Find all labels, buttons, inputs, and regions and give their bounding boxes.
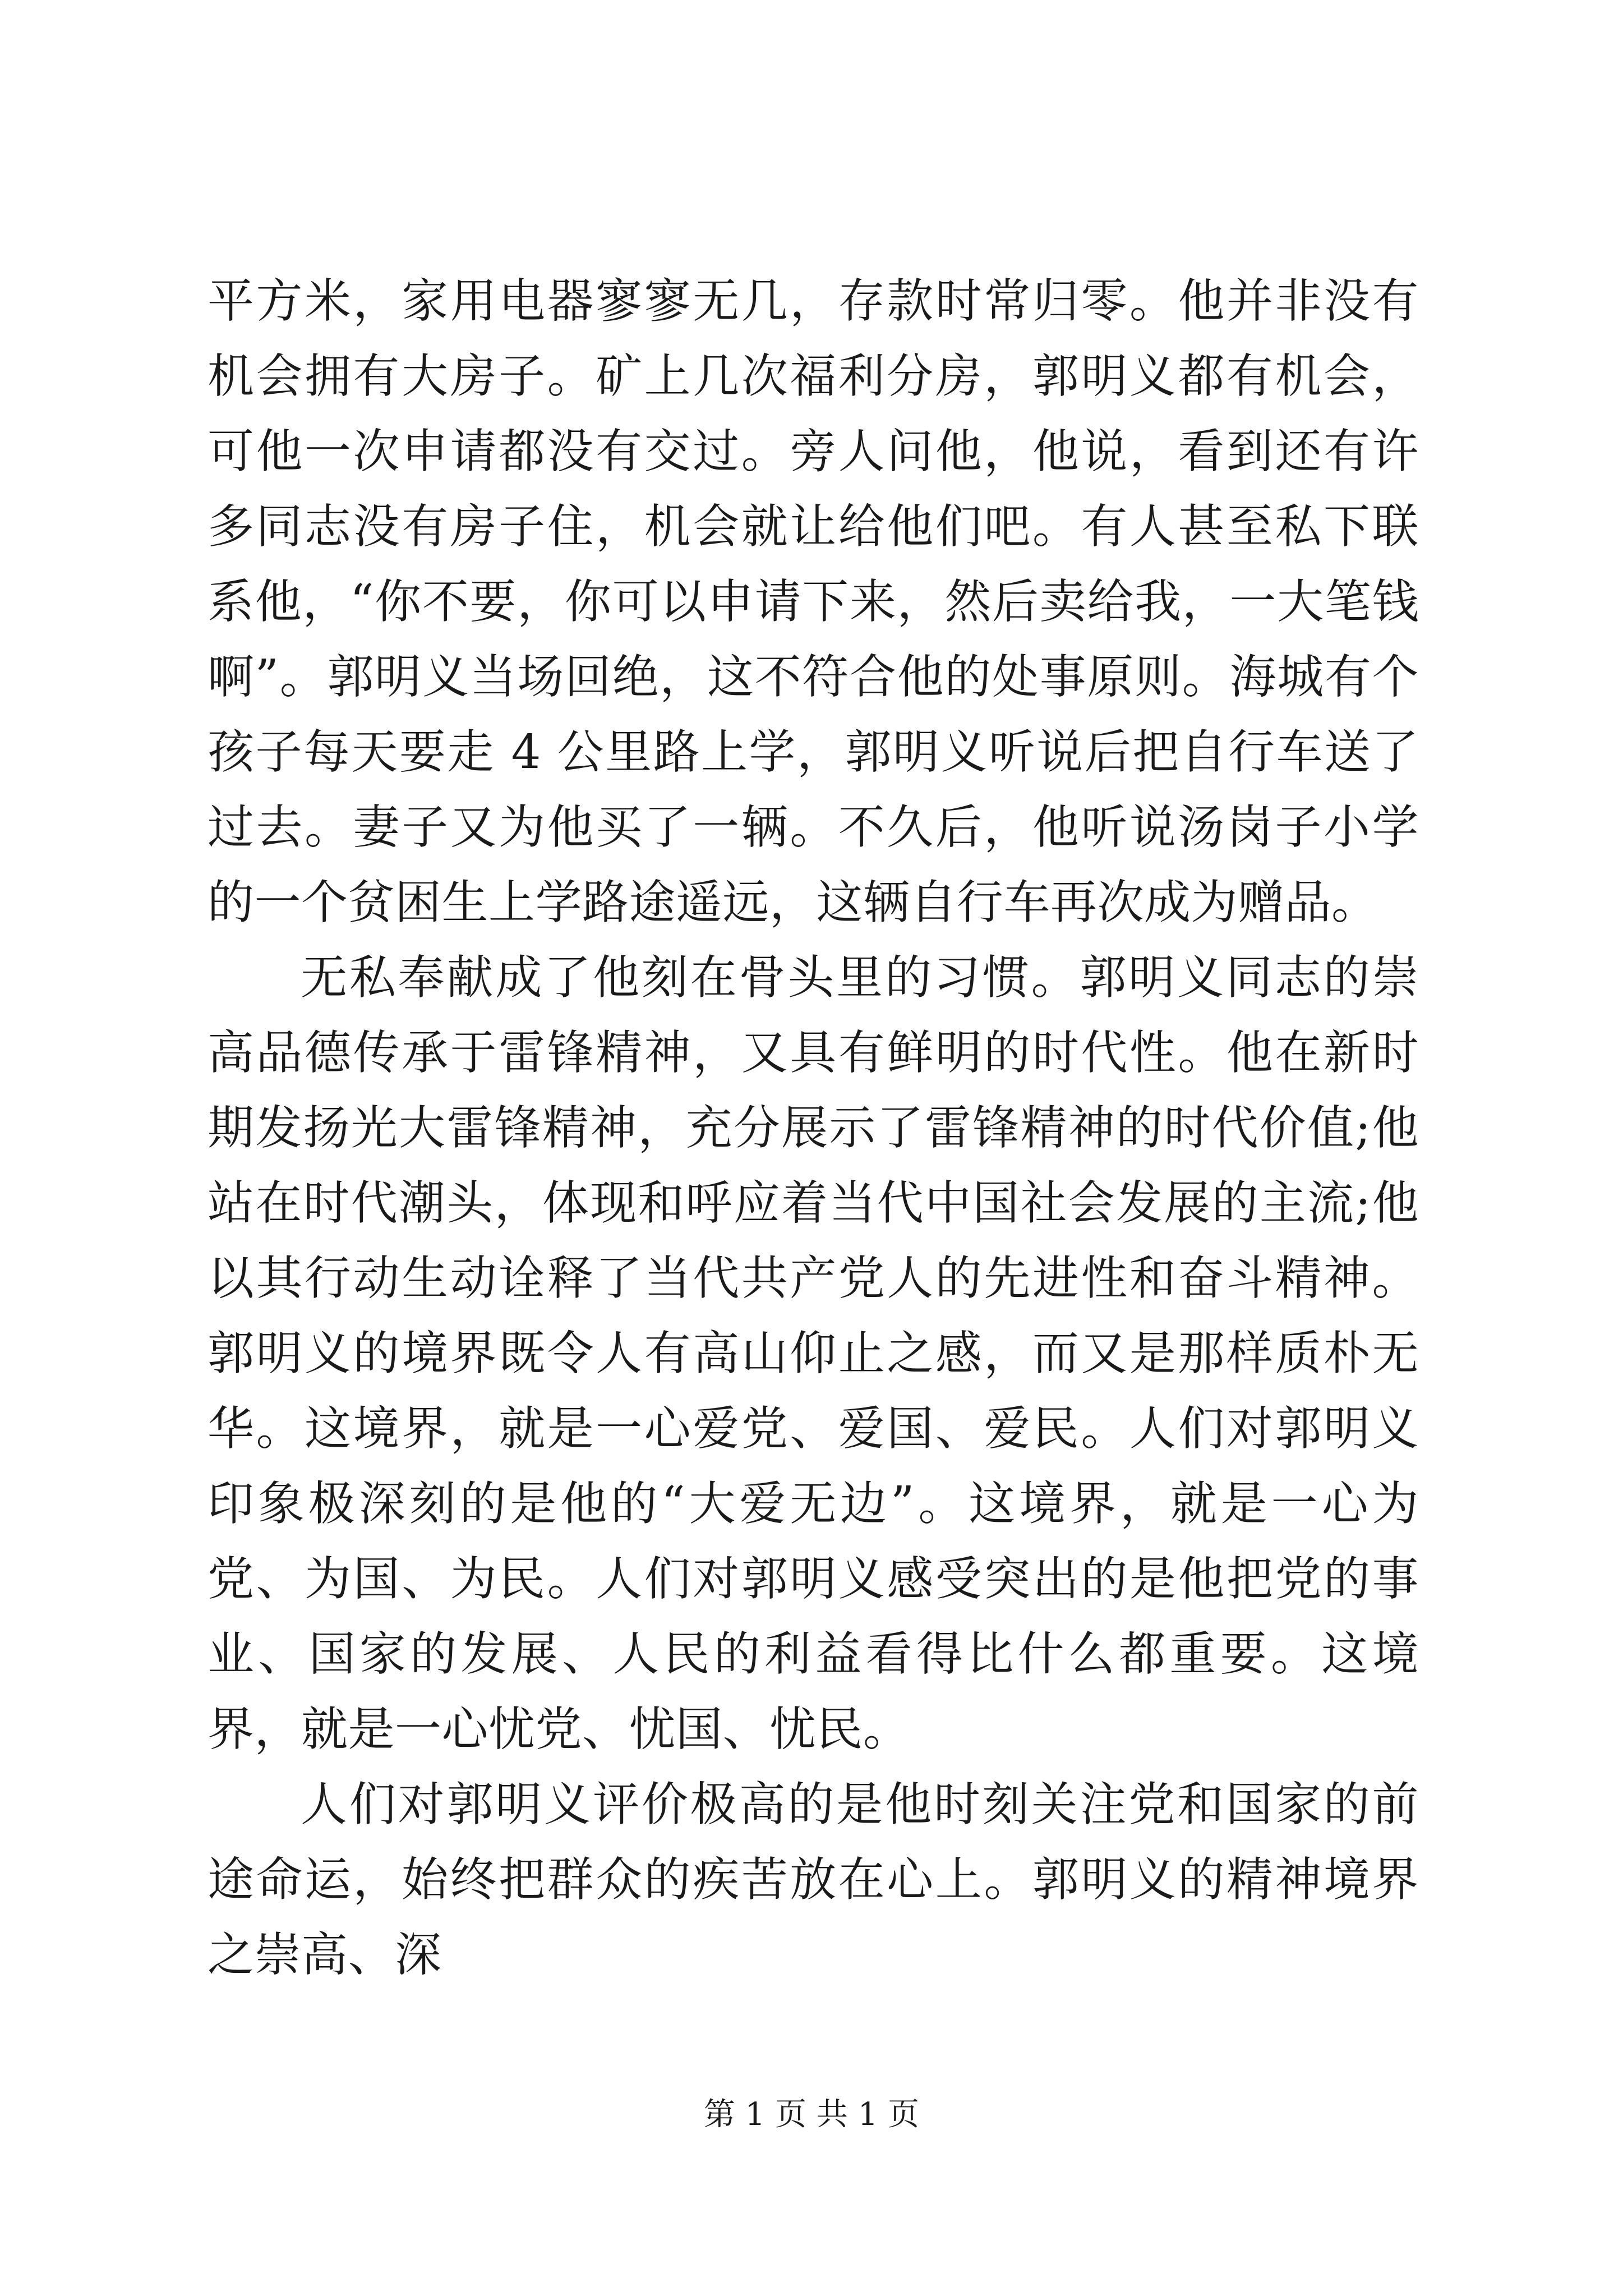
document-body: [208, 264, 1419, 1993]
paragraph-1: 平方米，家用电器寥寥无几，存款时常归零。他并非没有机会拥有大房子。矿上几次福利分房，郭明义都有机会，可他一次申请都没有交过。旁人问他，他说，看到还有许多同志没有房子住，机会就让给他们吧。有人甚至私下联系他，“你不要，你可以申请下来，然后卖给我，一大笔钱啊”。郭明义当场回绝，这不符合他的处事原则。海城有个孩子每天要走 4 公里路上学，郭明义听说后把自行车送了过去。妻子又为他买了一辆。不久后，他听说汤岗子小学的一个贫困生上学路途遥远，这辆自行车再次成为赠品。: [208, 274, 1419, 930]
page-footer: 第 1 页 共 1 页: [703, 2096, 920, 2133]
paragraph-3: 人们对郭明义评价极高的是他时刻关注党和国家的前途命运，始终把群众的疾苦放在心上。郭明义的精神境界之崇高、深: [208, 1777, 1419, 1982]
paragraph-2: 无私奉献成了他刻在骨头里的习惯。郭明义同志的崇高品德传承于雷锋精神，又具有鲜明的时代性。他在新时期发扬光大雷锋精神，充分展示了雷锋精神的时代价值;他站在时代潮头，体现和呼应着当代中国社会发展的主流;他以其行动生动诠释了当代共产党人的先进性和奋斗精神。郭明义的境界既令人有高山仰止之感，而又是那样质朴无华。这境界，就是一心爱党、爱国、爱民。人们对郭明义印象极深刻的是他的“大爱无边”。这境界，就是一心为党、为国、为民。人们对郭明义感受突出的是他把党的事业、国家的发展、人民的利益看得比什么都重要。这境界，就是一心忧党、忧国、忧民。: [208, 950, 1419, 1756]
